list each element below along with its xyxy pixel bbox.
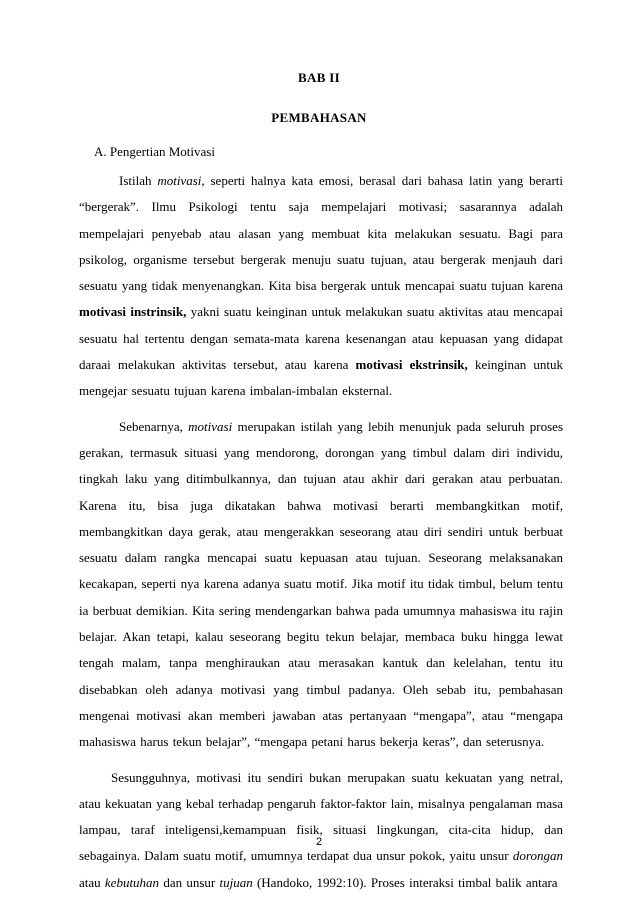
paragraph-2 xyxy=(79,414,563,756)
page-number: 2 xyxy=(315,836,323,848)
text-run: tujuan xyxy=(219,874,253,890)
section-heading: A. Pengertian Motivasi xyxy=(94,144,215,159)
paragraph-3 xyxy=(79,765,563,896)
text-run: (Handoko, 1992:10). Proses interaksi timbal balik antara xyxy=(252,874,558,890)
text-run: Sesungguhnya, motivasi itu sendiri bukan merupakan suatu kekuatan yang netral, atau kekuatan yang kebal terhadap pengaruh faktor-faktor lain, misalnya pengalaman masa lampau, taraf inteligensi,kemampuan fisik, situasi lingkungan, cita-cita hidup, dan sebagainya. Dalam suatu motif, umumnya terdapat dua unsur pokok, yaitu unsur xyxy=(79,769,563,864)
text-run: dan unsur xyxy=(159,874,220,890)
body-text xyxy=(79,168,563,896)
text-run: motivasi instrinsik, xyxy=(79,304,187,320)
text-run: dorongan xyxy=(512,848,563,864)
text-run: merupakan istilah yang lebih menunjuk pada seluruh proses gerakan, termasuk situasi yang mendorong, dorongan yang timbul dalam diri individu, tingkah laku yang ditimbulkannya, dan tujuan atau akhir dari gerakan atau perbuatan. Karena itu, bisa juga dikatakan bahwa motivasi berarti membangkitkan motif, membangkitkan daya gerak, atau mengerakkan seseorang atau diri sendiri untuk berbuat sesuatu dalam rangka mencapai suatu kepuasan atau tujuan. Seseorang melaksanakan kecakapan, seperti nya karena adanya suatu motif. Jika motif itu tidak timbul, belum tentu ia berbuat demikian. Kita sering mendengarkan bahwa pada umumnya mahasiswa itu rajin belajar. Akan tetapi, kalau seseorang begitu tekun belajar, membaca buku hingga lewat tengah malam, tanpa menghiraukan atau merasakan kantuk dan kelelahan, tentu itu disebabkan oleh adanya motivasi yang timbul padanya. Oleh sebab itu, pembahasan mengenai motivasi akan memberi jawaban atas pertanyaan “mengapa”, atau “mengapa mahasiswa harus tekun belajar”, “mengapa petani harus bekerja keras”, dan seterusnya. xyxy=(79,418,564,750)
text-run: motivasi ekstrinsik, xyxy=(355,357,468,373)
text-run: Istilah xyxy=(119,173,158,188)
text-run: Sebenarnya, xyxy=(119,418,189,434)
text-run: motivasi xyxy=(188,418,233,434)
chapter-title: PEMBAHASAN xyxy=(271,110,367,125)
text-run: , seperti halnya kata emosi, berasal dari bahasa latin yang berarti “bergerak”. Ilmu Psikologi tentu saja mempelajari motivasi; sasarannya adalah mempelajari penyebab atau alasan yang membuat kita melakukan sesuatu. Bagi para psikolog, organisme tersebut bergerak menuju suatu tujuan, atau bergerak menjauh dari sesuatu yang tidak menyenangkan. Kita bisa bergerak untuk mencapai suatu tujuan karena xyxy=(79,173,563,294)
text-run: yakni suatu keinginan untuk melakukan suatu aktivitas atau mencapai sesuatu hal tertentu dengan semata-mata karena kesenangan atau kepuasan yang didapat daraai melakukan aktivitas tersebut, atau karena xyxy=(79,304,563,373)
chapter-number: BAB II xyxy=(298,70,340,85)
text-run: kebutuhan xyxy=(104,874,160,890)
paragraph-1 xyxy=(79,168,563,405)
text-run: atau xyxy=(79,874,105,890)
text-run: motivasi xyxy=(157,173,202,188)
text-run: keinginan untuk mengejar sesuatu tujuan karena imbalan-imbalan eksternal. xyxy=(79,357,563,399)
